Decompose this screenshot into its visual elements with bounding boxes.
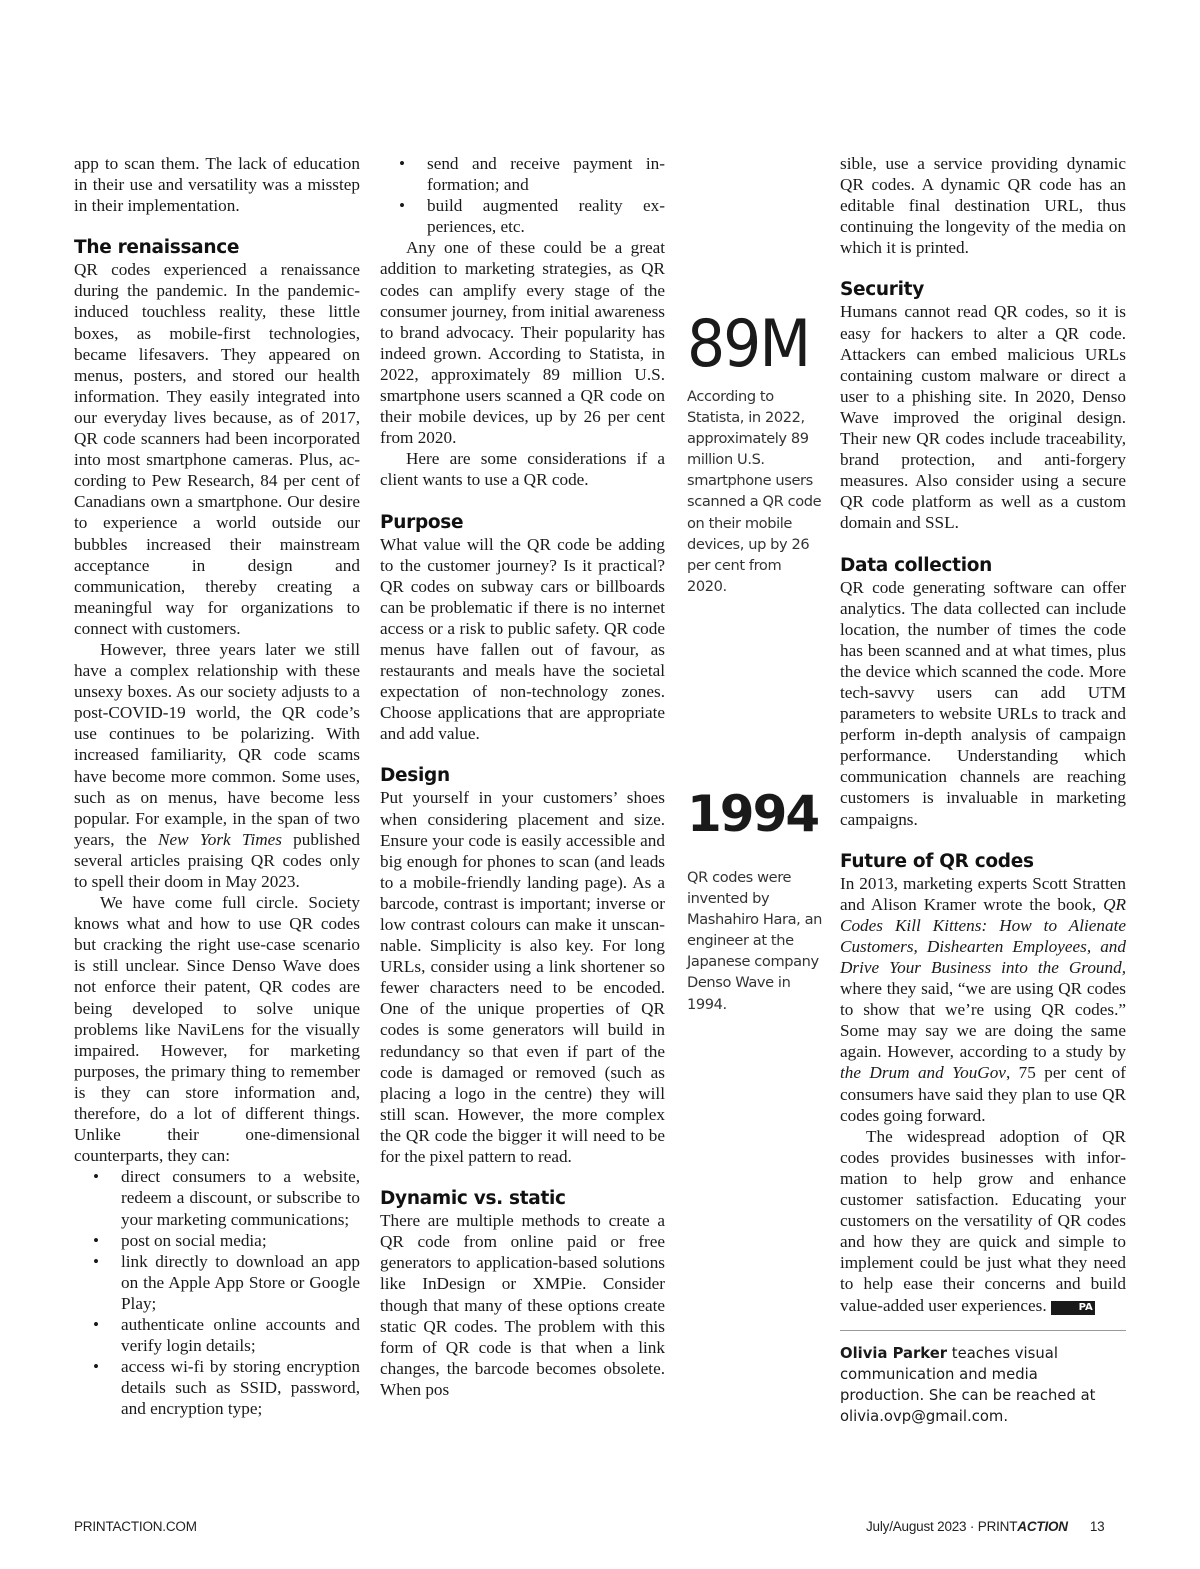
paragraph: In 2013, marketing experts Scott Stratten and Alison Kramer wrote the book, QR Codes Kill Kittens: How to Alienate Customers, Dishearten Employees, and Drive Your Business into the Ground, where they said, “we are using QR codes to show that we’re using QR codes.” Some may say we are doing the same again. However, according to a study by the Drum and YouGov, 75 per cent of consumers have said they plan to use QR codes going forward.: [840, 873, 1126, 1125]
list-item: • post on social media;: [74, 1230, 360, 1251]
bullet-list: [380, 153, 665, 237]
article-column-3: [840, 153, 1126, 1427]
end-mark-logo: PA: [1051, 1301, 1095, 1315]
paragraph: There are multiple methods to create a QR code from online paid or free generators to application-based solutions like InDesign or XMPie. Consider though that many of these options create static QR codes. The problem with this form of QR code is that when a link changes, the barcode becomes obsolete. When pos: [380, 1211, 665, 1399]
article-column-1: [74, 153, 360, 1419]
bullet-list: [74, 1166, 360, 1419]
stat-callout-1994: [687, 785, 823, 1015]
footer-issue-info: July/August 2023 · PRINTACTION 13: [866, 1519, 1105, 1534]
list-item: • authenticate online accounts and verify login details;: [74, 1314, 360, 1356]
paragraph: What value will the QR code be adding to the customer journey? Is it practical? QR codes on subway cars or billboards can be problematic if there is no internet access or a risk to public safety. QR code menus have fallen out of favour, as restaurants and meals have the societal expectation of non-technology zones. Choose applications that are appropriate and add value.: [380, 534, 665, 744]
paragraph: Any one of these could be a great addition to marketing strategies, as QR codes can amplify every stage of the consumer journey, from initial awareness to brand advocacy. Their popularity has indeed grown. According to Statista, in 2022, approximately 89 million U.S. smartphone users scanned a QR code on their mobile devices, up by 26 per cent from 2020.: [380, 238, 665, 448]
paragraph: Here are some considerations if a client wants to use a QR code.: [380, 449, 665, 490]
section-heading-design: Design: [380, 765, 450, 787]
author-name: Olivia Parker: [840, 1344, 948, 1362]
stat-description: QR codes were invented by Mashahiro Hara, an engineer at the Japanese company Denso Wave in 1994.: [687, 869, 823, 1013]
paragraph: sible, use a service providing dynamic QR codes. A dynamic QR code has an editable final destination URL, thus continuing the longevity of the media on which it is printed.: [840, 154, 1126, 258]
list-item: • link directly to download an app on the Apple App Store or Google Play;: [74, 1251, 360, 1314]
list-item: • build augmented reality experiences, etc.: [380, 195, 665, 237]
stat-description: According to Statista, in 2022, approximately 89 million U.S. smartphone users scanned a QR code on their mobile devices, up by 26 per cent from 2020.: [687, 388, 822, 595]
section-heading-purpose: Purpose: [380, 511, 464, 533]
list-item: • access wi-fi by storing encryption details such as SSID, password, and encryption type;: [74, 1356, 360, 1419]
paragraph: app to scan them. The lack of education in their use and versatility was a misstep in their implementation.: [74, 154, 360, 216]
stat-number: 89M: [687, 306, 810, 383]
paragraph: We have come full circle. Society knows what and how to use QR codes but cracking the right use-case scenario is still unclear. Since Denso Wave does not enforce their patent, QR codes are being developed to solve unique problems like NaviLens for the visually impaired. However, for marketing purposes, the primary thing to remember is they can store information and, therefore, do a lot of different things. Unlike their one-dimensional counterparts, they can:: [74, 893, 360, 1166]
paragraph: QR code generating software can offer analytics. The data collected can include location, the number of times the code has been scanned and at what times, plus the device which scanned the code. More tech-savvy users can add UTM parameters to website URLs to track and perform in-depth analysis of campaign performance. Understanding which communication channels are reaching customers is invaluable in marketing campaigns.: [840, 577, 1126, 829]
section-heading-security: Security: [840, 279, 924, 301]
list-item: • direct consumers to a website, redeem a discount, or subscribe to your marketing communications;: [74, 1166, 360, 1229]
section-heading-future: Future of QR codes: [840, 850, 1034, 872]
stat-callout-89m: [687, 306, 822, 597]
paragraph: QR codes experienced a renaissance during the pandemic. In the pandemic-induced touchless reality, these little boxes, as mobile-first technologies, became lifesavers. They appeared on menus, posters, and stored our health information. They easily integrated into our everyday lives because, as of 2017, QR code scanners had been incorporated into most smartphone cameras. Plus, according to Pew Research, 84 per cent of Canadians own a smartphone. Our desire to experience a world outside our bubbles increased their mainstream acceptance in design and communication, thereby creating a meaningful way for organizations to connect with customers.: [74, 260, 360, 638]
bio-divider: [840, 1330, 1126, 1331]
section-heading-data-collection: Data collection: [840, 554, 993, 576]
section-heading-dynamic: Dynamic vs. static: [380, 1188, 566, 1210]
paragraph: The widespread adoption of QR codes provides businesses with information to help grow and enhance customer satisfaction. Educating your customers on the versatility of QR codes and how they are quick and simple to implement could be just what they need to help ease their concerns and build value-added user experiences. PA: [840, 1126, 1126, 1315]
list-item: • send and receive payment information; and: [380, 153, 665, 195]
section-heading-renaissance: The renaissance: [74, 237, 240, 259]
paragraph: Humans cannot read QR codes, so it is easy for hackers to alter a QR code. Attackers can embed malicious URLs containing custom malware or direct a user to a phishing site. In 2020, Denso Wave improved the original design. Their new QR codes include traceability, brand protection, and anti-forgery measures. Also consider using a secure QR code platform as well as a custom domain and SSL.: [840, 302, 1126, 533]
footer-website: PRINTACTION.COM: [74, 1519, 197, 1534]
author-bio: Olivia Parker teaches visual communication and media production. She can be reached at olivia.ovp@gmail.com.: [840, 1344, 1096, 1425]
stat-number: 1994: [687, 785, 819, 843]
paragraph: Put yourself in your customers’ shoes when considering placement and size. Ensure your code is easily accessible and big enough for phones to scan (and leads to a mobile-friendly landing page). As a barcode, contrast is important; inverse or low contrast colours can make it unscannable. Simplicity is also key. For long URLs, consider using a link shortener so fewer characters need to be encoded. One of the unique properties of QR codes is some generators will build in redundancy so that even if part of the code is damaged or removed (such as placing a logo in the centre) they will still scan. However, the more complex the QR code the bigger it will need to be for the pixel pattern to read.: [380, 788, 665, 1167]
paragraph: However, three years later we still have a complex relationship with these unsexy boxes. As our society adjusts to a post-COVID-19 world, the QR code’s use continues to be polarizing. With increased familiarity, QR code scams have become more common. Some uses, such as on menus, have become less popular. For example, in the span of two years, the New York Times published several articles praising QR codes only to spell their doom in May 2023.: [74, 639, 361, 891]
page-number: 13: [1089, 1519, 1105, 1534]
article-column-2: [380, 153, 665, 1400]
